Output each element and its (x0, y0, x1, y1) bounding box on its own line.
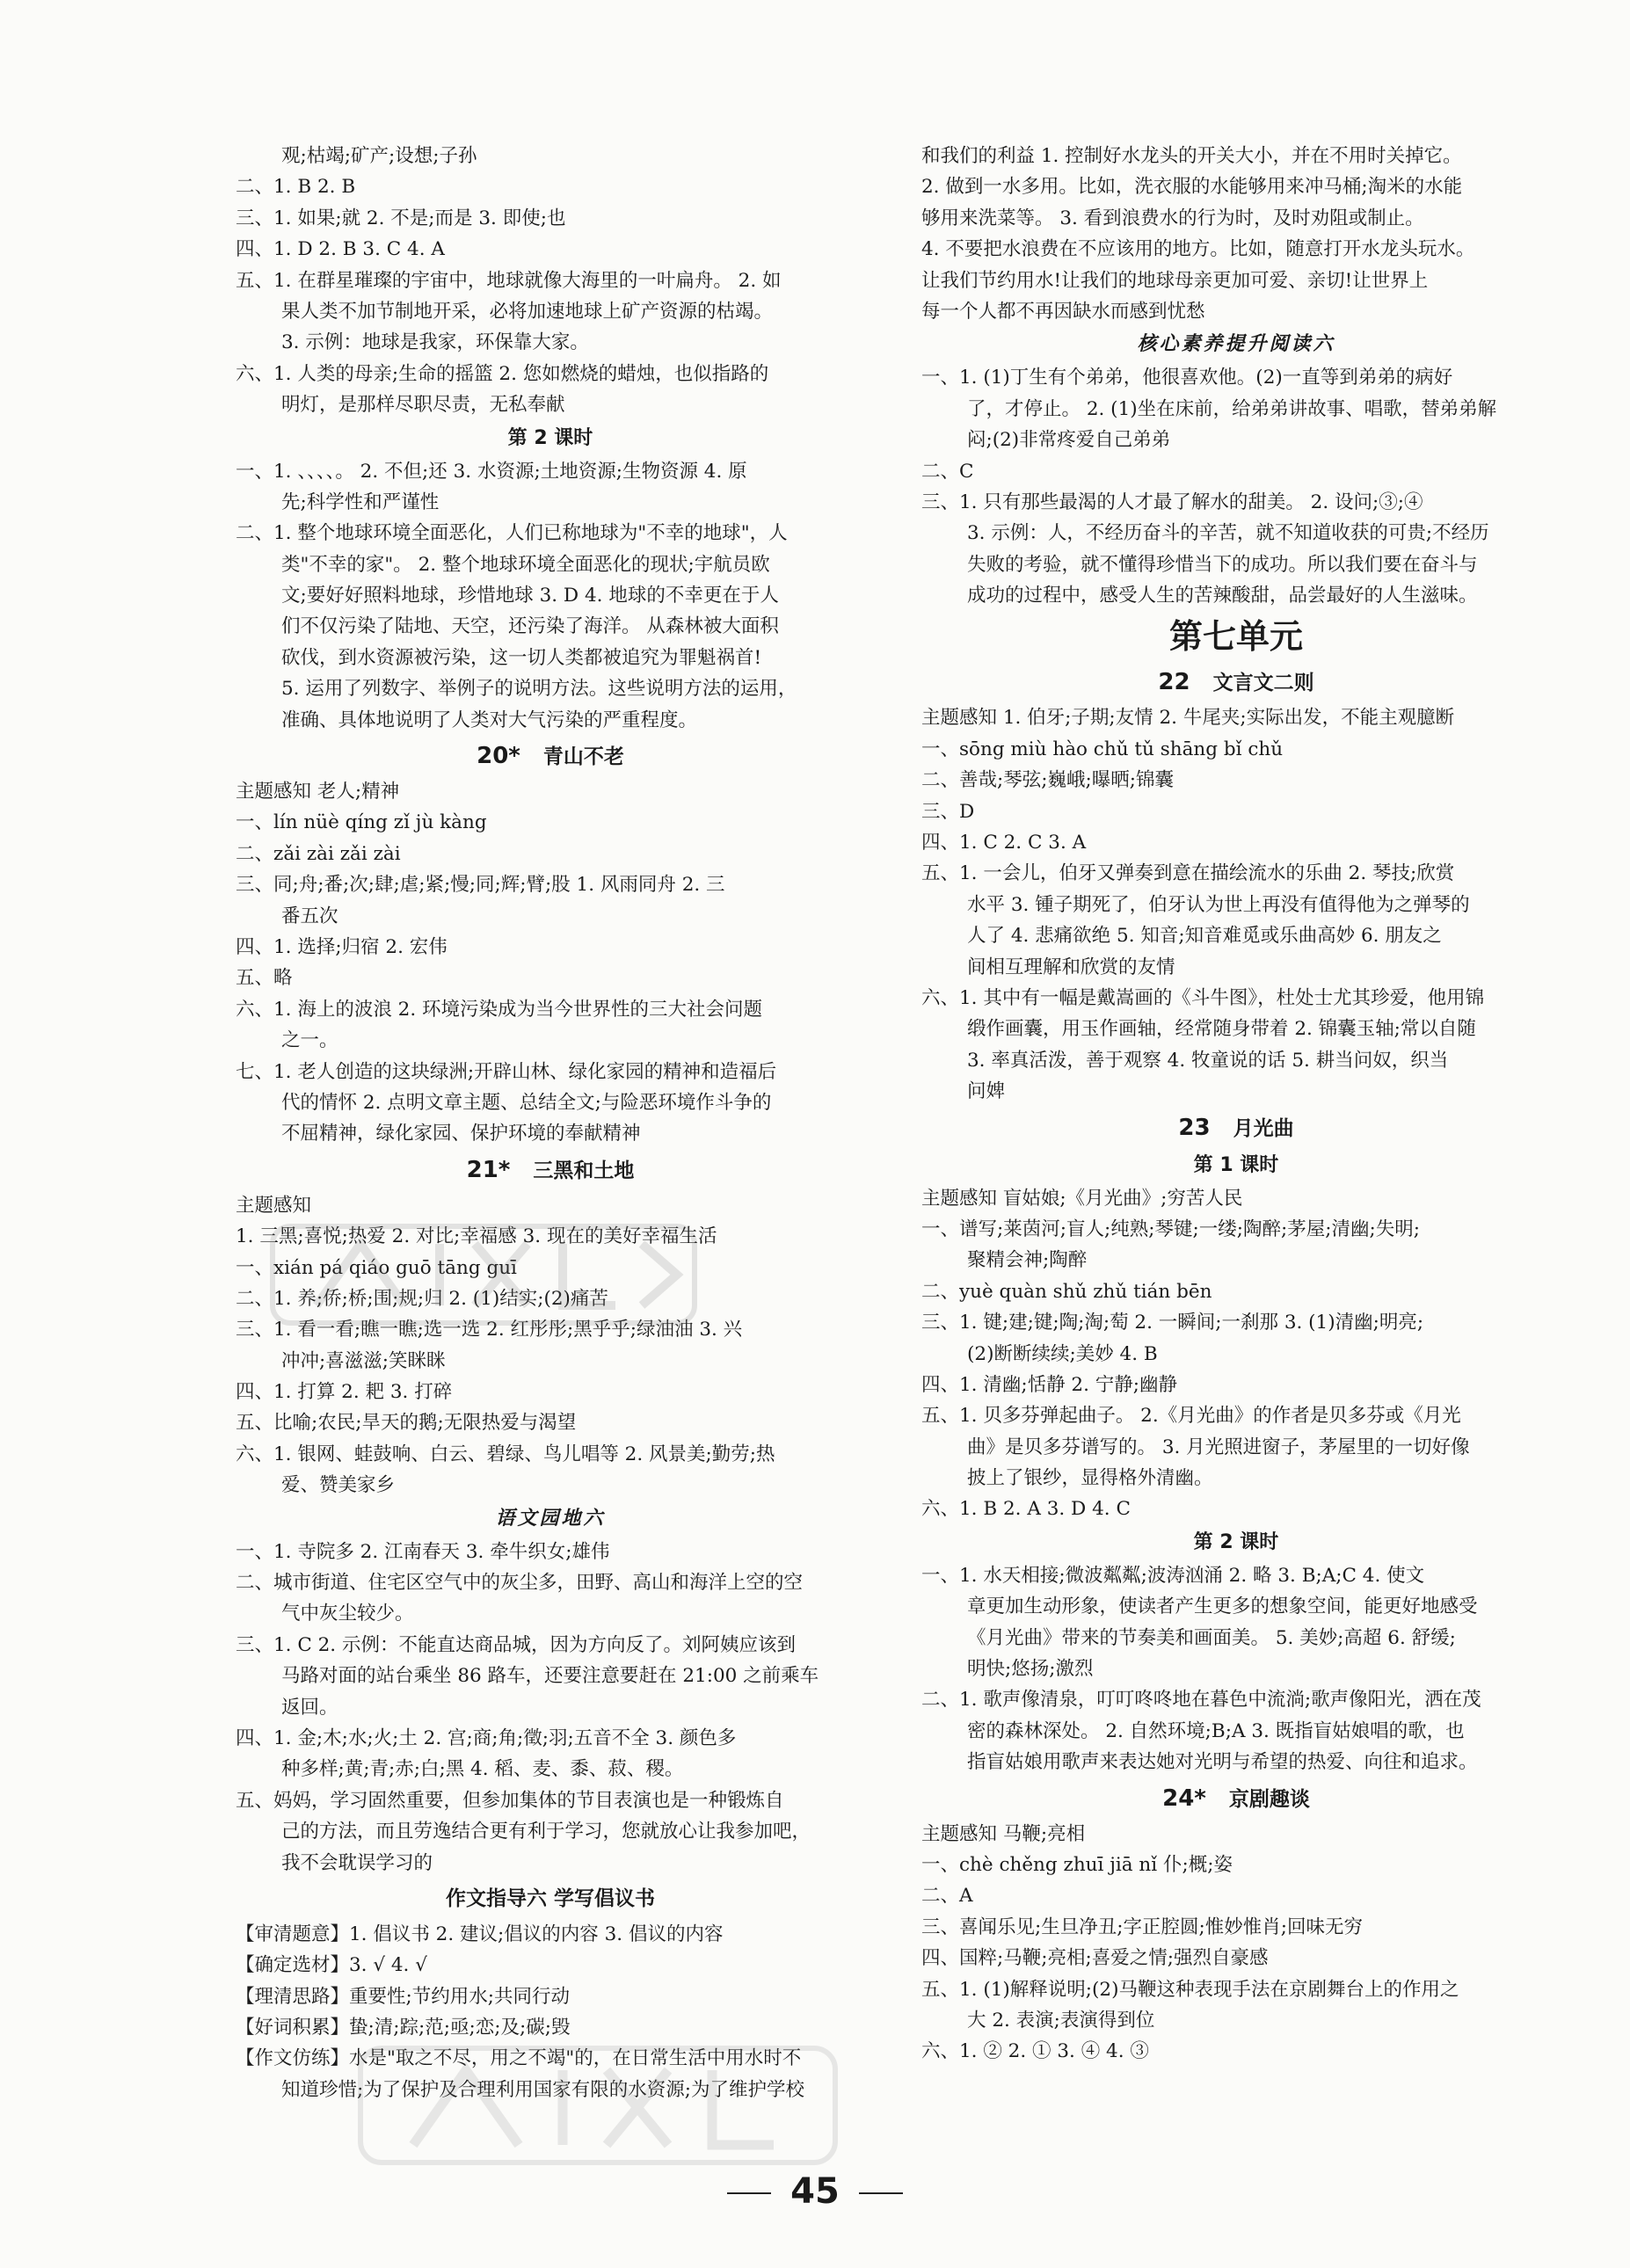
answer-line: 一、1. (1)丁生有个弟弟，他很喜欢他。(2)一直等到弟弟的病好 (921, 367, 1453, 389)
answer-line: 观;枯竭;矿产;设想;子孙 (281, 145, 477, 167)
answer-line: 四、国粹;马鞭;亮相;喜爱之情;强烈自豪感 (921, 1947, 1269, 1970)
answer-line: 密的森林深处。 2. 自然环境;B;A 3. 既指盲姑娘唱的歌，也 (967, 1719, 1465, 1742)
answer-line: 四、1. 金;木;水;火;土 2. 宫;商;角;徵;羽;五音不全 3. 颜色多 (236, 1726, 737, 1749)
answer-line: 【作文仿练】水是"取之不尽，用之不竭"的，在日常生活中用水时不 (236, 2047, 802, 2070)
answer-line: 成功的过程中，感受人生的苦辣酸甜，品尝最好的人生滋味。 (967, 585, 1478, 607)
answer-line: 让我们节约用水!让我们的地球母亲更加可爱、亲切!让世界上 (921, 269, 1429, 292)
answer-line: 我不会耽误学习的 (281, 1851, 433, 1874)
answer-line: 主题感知 马鞭;亮相 (921, 1822, 1086, 1845)
answer-line: 三、1. 如果;就 2. 不是;而是 3. 即使;也 (236, 207, 566, 229)
lesson-title (236, 1150, 865, 1190)
answer-line: 五、略 (236, 967, 293, 990)
lesson-period-heading: 第 2 课时 (507, 426, 593, 449)
answer-line: 三、D (921, 800, 975, 823)
answer-line: 章更加生动形象，使读者产生更多的想象空间，能更好地感受 (967, 1596, 1478, 1618)
answer-line: 主题感知 (236, 1194, 312, 1217)
lesson-period-heading: 第 1 课时 (1193, 1153, 1279, 1176)
lesson-number: 20* (477, 743, 520, 770)
answer-line: 气中灰尘较少。 (281, 1603, 414, 1625)
lesson-title-text: 京剧趣谈 (1228, 1787, 1310, 1811)
answer-line: 们不仅污染了陆地、天空，还污染了海洋。 从森林被大面积 (281, 615, 779, 638)
answer-line: 三、1. C 2. 示例：不能直达商品城，因为方向反了。刘阿姨应该到 (236, 1633, 796, 1656)
lesson-title (921, 662, 1551, 702)
answer-line: 问婢 (967, 1080, 1006, 1103)
answer-line: 3. 示例：人，不经历奋斗的辛苦，就不知道收获的可贵;不经历 (967, 522, 1489, 545)
answer-line: 准确、具体地说明了人类对大气污染的严重程度。 (281, 709, 698, 731)
answer-line: 一、1. 水天相接;微波粼粼;波涛汹涌 2. 略 3. B;A;C 4. 使文 (921, 1564, 1425, 1587)
answer-line: 【确定选材】3. √ 4. √ (236, 1954, 427, 1977)
answer-line: 六、1. ② 2. ① 3. ④ 4. ③ (921, 2040, 1149, 2063)
answer-line: 3. 示例：地球是我家，环保靠大家。 (281, 331, 589, 354)
answer-line: 大 2. 表演;表演得到位 (967, 2009, 1155, 2032)
answer-line: 一、sōng miù hào chǔ tǔ shāng bǐ chǔ (921, 738, 1284, 760)
answer-line: 一、谱写;莱茵河;盲人;纯熟;琴键;一缕;陶醉;茅屋;清幽;失明; (921, 1218, 1420, 1240)
answer-line: 四、1. C 2. C 3. A (921, 832, 1087, 854)
unit-title: 第七单元 (1168, 617, 1303, 657)
answer-line: 二、yuè quàn shǔ zhǔ tián bēn (921, 1280, 1212, 1303)
answer-line: 二、1. 养;侨;桥;围;规;归 2. (1)结实;(2)痛苦 (236, 1287, 608, 1310)
section-subtitle: 核心素养提升阅读六 (1137, 333, 1335, 356)
answer-line: 主题感知 老人;精神 (236, 781, 400, 803)
answer-line: 1. 三黑;喜悦;热爱 2. 对比;幸福感 3. 现在的美好幸福生活 (236, 1225, 717, 1248)
answer-line: 三、1. 只有那些最渴的人才最了解水的甜美。 2. 设问;③;④ (921, 491, 1423, 513)
answer-line: 六、1. 银网、蛙鼓响、白云、碧绿、鸟儿唱等 2. 风景美;勤劳;热 (236, 1443, 775, 1465)
answer-line: 先;科学性和严谨性 (281, 491, 440, 513)
answer-line: 一、xián pá qiáo guō tāng guī (236, 1256, 517, 1279)
answer-line: 明快;悠扬;激烈 (967, 1658, 1094, 1681)
answer-line: 2. 做到一水多用。比如，洗衣服的水能够用来冲马桶;淘米的水能 (921, 176, 1463, 199)
answer-line: 二、城市街道、住宅区空气中的灰尘多，田野、高山和海洋上空的空 (236, 1572, 804, 1595)
lesson-title-text: 三黑和土地 (533, 1159, 635, 1182)
answer-line: 三、1. 键;建;键;陶;淘;萄 2. 一瞬间;一刹那 3. (1)清幽;明亮; (921, 1312, 1424, 1334)
answer-line: 不屈精神，绿化家园、保护环境的奉献精神 (281, 1123, 641, 1145)
answer-line: 五、1. 一会儿，伯牙又弹奏到意在描绘流水的乐曲 2. 琴技;欣赏 (921, 862, 1455, 885)
answer-line: 一、lín nüè qíng zǐ jù kàng (236, 811, 487, 834)
answer-line: 5. 运用了列数字、举例子的说明方法。这些说明方法的运用， (281, 678, 797, 701)
answer-line: 类"不幸的家"。 2. 整个地球环境全面恶化的现状;宇航员欧 (281, 553, 770, 576)
answer-line: 六、1. 海上的波浪 2. 环境污染成为当今世界性的三大社会问题 (236, 998, 763, 1021)
answer-line: 五、比喻;农民;旱天的鹅;无限热爱与渴望 (236, 1412, 577, 1435)
answer-line: 主题感知 盲姑娘;《月光曲》;穷苦人民 (921, 1187, 1243, 1210)
answer-line: 指盲姑娘用歌声来表达她对光明与希望的热爱、向往和追求。 (967, 1751, 1478, 1774)
answer-line: 二、1. B 2. B (236, 176, 356, 199)
answer-line: 之一。 (281, 1029, 338, 1052)
right-column (921, 141, 1551, 2068)
lesson-number: 21* (466, 1156, 511, 1183)
lesson-title-text: 青山不老 (542, 745, 624, 769)
lesson-period-heading: 第 2 课时 (1193, 1530, 1279, 1553)
answer-line: 【审清题意】1. 倡议书 2. 建议;倡议的内容 3. 倡议的内容 (236, 1923, 724, 1945)
answer-line: 七、1. 老人创造的这块绿洲;开辟山林、绿化家园的精神和造福后 (236, 1060, 777, 1083)
answer-line: 和我们的利益 1. 控制好水龙头的开关大小，并在不用时关掉它。 (921, 145, 1462, 167)
answer-line: 三、喜闻乐见;生旦净丑;字正腔圆;惟妙惟肖;回味无穷 (921, 1915, 1363, 1938)
section-subtitle: 语文园地六 (495, 1507, 606, 1530)
answer-line: 四、1. 清幽;恬静 2. 宁静;幽静 (921, 1373, 1178, 1396)
answer-line: 一、1. 寺院多 2. 江南春天 3. 牵牛织女;雄伟 (236, 1540, 610, 1563)
answer-line: 四、1. D 2. B 3. C 4. A (236, 238, 445, 261)
answer-line: 每一个人都不再因缺水而感到忧愁 (921, 300, 1205, 323)
answer-line: 三、1. 看一看;瞧一瞧;选一选 2. 红彤彤;黑乎乎;绿油油 3. 兴 (236, 1319, 743, 1341)
lesson-title-text: 作文指导六 学写倡议书 (445, 1886, 655, 1910)
answer-line: 闷;(2)非常疼爱自己弟弟 (967, 429, 1171, 452)
answer-line: (2)断断续续;美妙 4. B (967, 1342, 1158, 1365)
answer-line: 砍伐，到水资源被污染，这一切人类都被追究为罪魁祸首! (281, 646, 762, 669)
answer-line: 主题感知 1. 伯牙;子期;友情 2. 牛尾夹;实际出发，不能主观臆断 (921, 707, 1455, 730)
lesson-number: 23 (1178, 1114, 1211, 1141)
answer-line: 五、妈妈，学习固然重要，但参加集体的节目表演也是一种锻炼自 (236, 1789, 784, 1812)
answer-line: 【好词积累】蛰;清;踪;范;亟;恋;及;碳;毁 (236, 2017, 571, 2039)
answer-line: 四、1. 选择;归宿 2. 宏伟 (236, 935, 448, 958)
lesson-title (236, 1879, 865, 1919)
answer-line: 六、1. 其中有一幅是戴嵩画的《斗牛图》，杜处士尤其珍爱，他用锦 (921, 986, 1485, 1009)
lesson-number: 24* (1162, 1785, 1206, 1812)
answer-line: 二、C (921, 460, 974, 483)
answer-line: 【理清思路】重要性;节约用水;共同行动 (236, 1985, 570, 2008)
answer-line: 《月光曲》带来的节奏美和画面美。 5. 美妙;高超 6. 舒缓; (967, 1626, 1456, 1649)
lesson-title-text: 月光曲 (1233, 1116, 1294, 1140)
answer-line: 六、1. 人类的母亲;生命的摇篮 2. 您如燃烧的蜡烛，也似指路的 (236, 362, 769, 385)
lesson-title-text: 文言文二则 (1212, 672, 1314, 695)
lesson-title (921, 1108, 1551, 1148)
lesson-number: 22 (1158, 669, 1190, 696)
answer-line: 二、A (921, 1885, 973, 1908)
answer-line: 明灯，是那样尽职尽责，无私奉献 (281, 394, 565, 417)
answer-line: 够用来洗菜等。 3. 看到浪费水的行为时，及时劝阻或制止。 (921, 207, 1424, 229)
answer-line: 一、chè chěng zhuī jiā nǐ 仆;概;姿 (921, 1853, 1233, 1876)
answer-line: 披上了银纱，显得格外清幽。 (967, 1467, 1213, 1490)
lesson-title (921, 1778, 1551, 1819)
answer-line: 番五次 (281, 905, 338, 927)
answer-line: 曲》是贝多芬谱写的。 3. 月光照进窗子，茅屋里的一切好像 (967, 1436, 1470, 1458)
answer-line: 二、zǎi zài zǎi zài (236, 842, 401, 865)
answer-line: 五、1. (1)解释说明;(2)马鞭这种表现手法在京剧舞台上的作用之 (921, 1978, 1459, 2001)
watermark-logo (264, 1218, 703, 1332)
answer-line: 二、善哉;琴弦;巍峨;曝晒;锦囊 (921, 769, 1174, 792)
answer-line: 果人类不加节制地开采，必将加速地球上矿产资源的枯竭。 (281, 300, 774, 323)
answer-line: 失败的考验，就不懂得珍惜当下的成功。所以我们要在奋斗与 (967, 553, 1478, 576)
answer-line: 人了 4. 悲痛欲绝 5. 知音;知音难觅或乐曲高妙 6. 朋友之 (967, 925, 1442, 948)
watermark-logo-bottom (352, 2039, 844, 2171)
answer-line: 知道珍惜;为了保护及合理利用国家有限的水资源;为了维护学校 (281, 2078, 804, 2101)
answer-line: 冲冲;喜滋滋;笑眯眯 (281, 1349, 446, 1372)
answer-line: 二、1. 整个地球环境全面恶化，人们已称地球为"不幸的地球"，人 (236, 522, 788, 545)
answer-line: 水平 3. 锺子期死了，伯牙认为世上再没有值得他为之弹琴的 (967, 893, 1470, 916)
answer-line: 己的方法，而且劳逸结合更有利于学习，您就放心让我参加吧， (281, 1821, 811, 1843)
answer-line: 了，才停止。 2. (1)坐在床前，给弟弟讲故事、唱歌，替弟弟解 (967, 397, 1497, 420)
answer-line: 三、同;舟;番;次;肆;虐;紧;慢;同;辉;臂;股 1. 风雨同舟 2. 三 (236, 874, 725, 897)
answer-line: 间相互理解和欣赏的友情 (967, 956, 1175, 978)
page-number: 45 (0, 2171, 1630, 2212)
answer-line: 文;要好好照料地球，珍惜地球 3. D 4. 地球的不幸更在于人 (281, 585, 779, 607)
answer-line: 四、1. 打算 2. 耙 3. 打碎 (236, 1381, 453, 1404)
answer-line: 3. 率真活泼，善于观察 4. 牧童说的话 5. 耕当问奴，织当 (967, 1049, 1449, 1072)
answer-line: 代的情怀 2. 点明文章主题、总结全文;与险恶环境作斗争的 (281, 1091, 772, 1114)
lesson-title (236, 736, 865, 776)
answer-line: 爱、赞美家乡 (281, 1474, 396, 1497)
answer-line: 五、1. 贝多芬弹起曲子。 2.《月光曲》的作者是贝多芬或《月光 (921, 1405, 1461, 1428)
answer-line: 4. 不要把水浪费在不应该用的地方。比如，随意打开水龙头玩水。 (921, 238, 1475, 261)
answer-line: 五、1. 在群星璀璨的宇宙中，地球就像大海里的一叶扁舟。 2. 如 (236, 269, 782, 292)
left-column (236, 141, 865, 2105)
answer-line: 一、1. 、、、、。 2. 不但;还 3. 水资源;土地资源;生物资源 4. 原 (236, 460, 747, 483)
answer-line: 六、1. B 2. A 3. D 4. C (921, 1498, 1131, 1521)
answer-line: 缎作画囊，用玉作画轴，经常随身带着 2. 锦囊玉轴;常以自随 (967, 1018, 1476, 1041)
answer-line: 种多样;黄;青;赤;白;黑 4. 稻、麦、黍、菽、稷。 (281, 1758, 684, 1781)
answer-line: 聚精会神;陶醉 (967, 1249, 1088, 1272)
answer-line: 二、1. 歌声像清泉，叮叮咚咚地在暮色中流淌;歌声像阳光，洒在茂 (921, 1689, 1481, 1712)
answer-line: 返回。 (281, 1696, 338, 1719)
answer-line: 马路对面的站台乘坐 86 路车，还要注意要赶在 21:00 之前乘车 (281, 1665, 819, 1688)
